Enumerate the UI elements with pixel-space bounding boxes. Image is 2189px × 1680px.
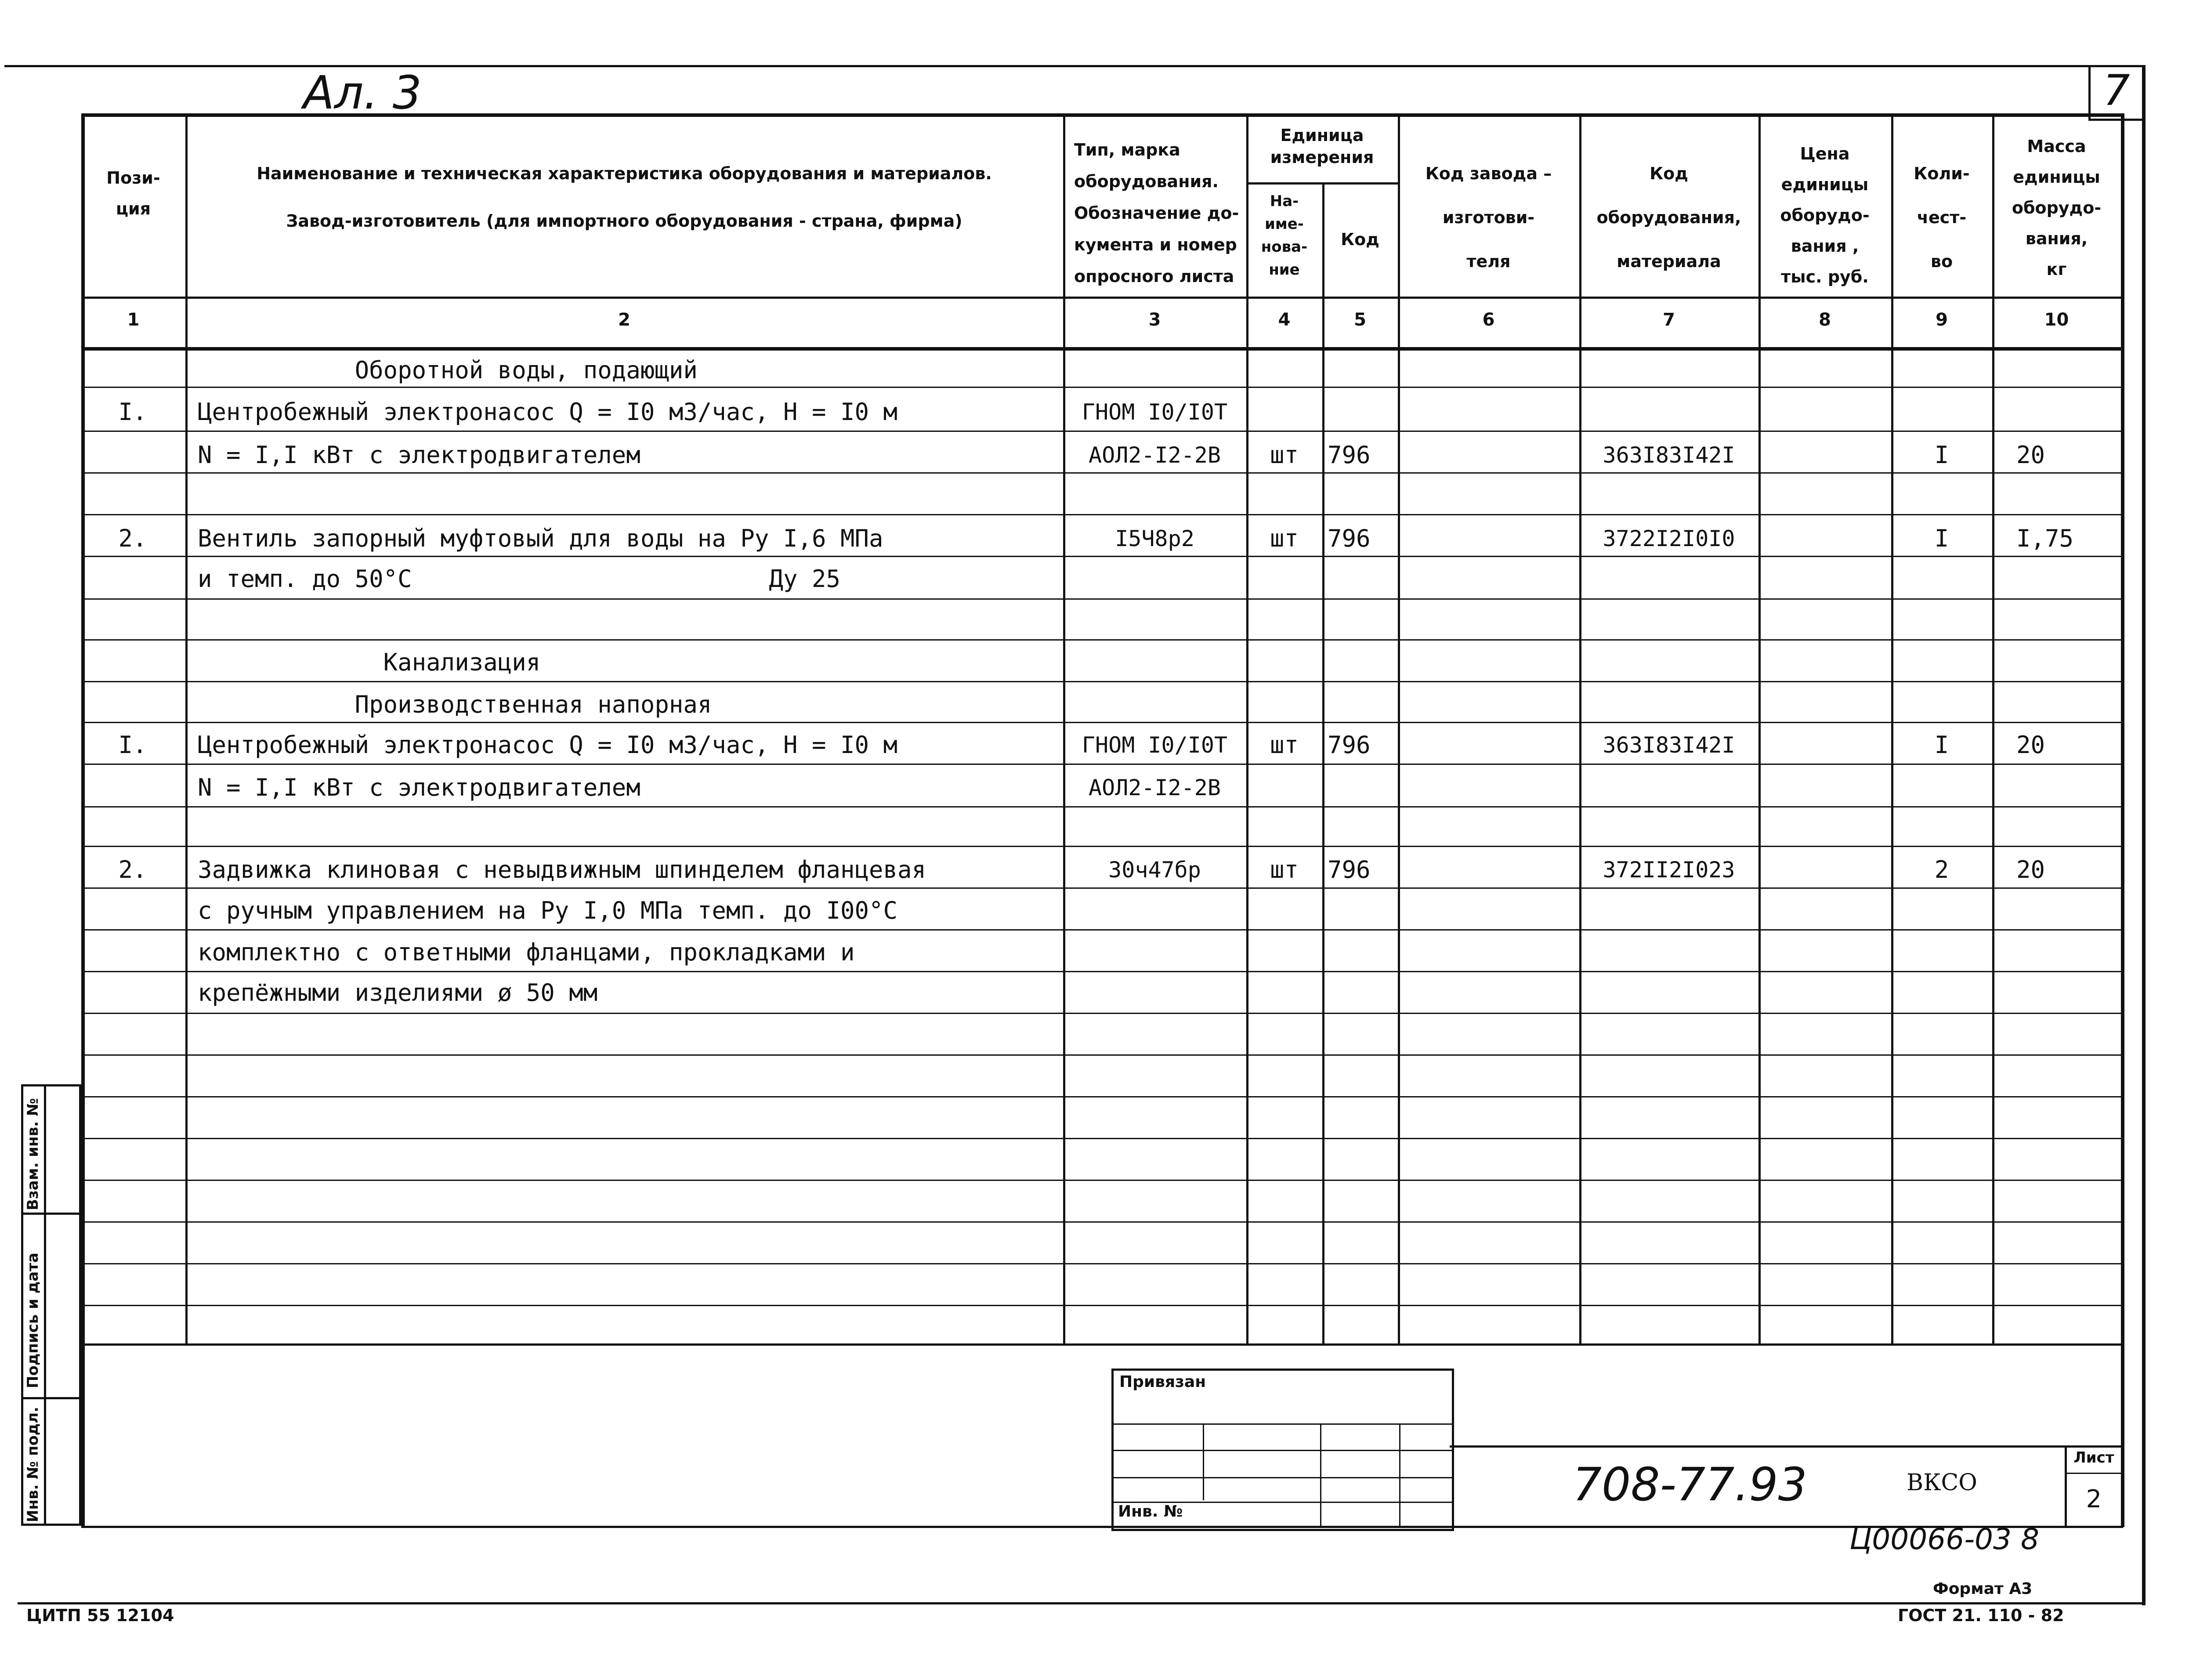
cell-pos: I. xyxy=(118,398,147,426)
cell-name: N = I,I кВт с электродвигателем xyxy=(198,774,640,801)
cell-mass: I,75 xyxy=(2016,525,2074,552)
cell-unit-code: 796 xyxy=(1328,525,1371,552)
colnum-6: 6 xyxy=(1482,310,1495,330)
colnum-9: 9 xyxy=(1936,310,1948,330)
footer-format: Формат А3 xyxy=(1933,1580,2033,1598)
cell-mass: 20 xyxy=(2016,731,2045,759)
handwritten-tag: Ал. 3 xyxy=(303,66,422,119)
cell-name: Оборотной воды, подающий xyxy=(198,356,698,384)
cell-mass: 20 xyxy=(2016,441,2045,469)
cell-code: 363I83I42I xyxy=(1603,732,1735,758)
header-unit-group: Единица измерения xyxy=(1270,126,1374,167)
colnum-2: 2 xyxy=(618,310,630,330)
cell-pos: 2. xyxy=(118,856,147,883)
colnum-7: 7 xyxy=(1663,310,1675,330)
colnum-5: 5 xyxy=(1354,310,1366,330)
cell-pos: I. xyxy=(118,731,147,759)
header-unit-name: На- име- нова- ние xyxy=(1261,192,1308,279)
cell-unit: шт xyxy=(1270,525,1299,552)
footer-gost: ГОСТ 21. 110 - 82 xyxy=(1898,1606,2064,1625)
colnum-8: 8 xyxy=(1819,310,1831,330)
cell-unit-code: 796 xyxy=(1328,731,1371,759)
cell-name: Вентиль запорный муфтовый для воды на Ру I,6 МПа xyxy=(198,525,883,552)
footer-left-code: ЦИТП 55 12104 xyxy=(26,1606,174,1625)
cell-name: Задвижка клиновая с невыдвижным шпинделем фланцевая xyxy=(198,856,926,883)
header-type: Тип, марка оборудования. Обозначение до- кумента и номер опросного листа xyxy=(1074,140,1239,286)
cell-type: ГНОМ I0/I0Т xyxy=(1082,399,1228,425)
colnum-3: 3 xyxy=(1148,310,1161,330)
side-inv-podl: Инв. № подл. xyxy=(24,1406,42,1522)
header-plant-code: Код завода – изготови- теля xyxy=(1425,164,1552,271)
header-name-line2: Завод-изготовитель (для импортного оборудования - страна, фирма) xyxy=(286,211,962,231)
inv-no-label: Инв. № xyxy=(1118,1503,1183,1521)
cell-name: N = I,I кВт с электродвигателем xyxy=(198,441,640,469)
cell-qty: 2 xyxy=(1934,856,1949,883)
cell-unit-code: 796 xyxy=(1328,856,1371,883)
sheet-label: Лист xyxy=(2073,1449,2114,1466)
cell-code: 372II2I023 xyxy=(1603,857,1735,883)
stamp-code: Ц00066-03 8 xyxy=(1849,1522,2039,1556)
cell-pos: 2. xyxy=(118,525,147,552)
cell-qty: I xyxy=(1934,525,1949,552)
header-unit-mass: Масса единицы оборудо- вания, кг xyxy=(2012,137,2102,279)
colnum-1: 1 xyxy=(127,310,140,330)
cell-code: 363I83I42I xyxy=(1603,442,1735,468)
cell-name: с ручным управлением на Ру I,0 МПа темп. до I00°С xyxy=(198,897,898,924)
cell-name: Канализация xyxy=(198,648,541,676)
cell-unit: шт xyxy=(1270,441,1299,469)
cell-code: 3722I2I0I0 xyxy=(1603,526,1735,551)
document-number: 708-77.93 xyxy=(1573,1458,1807,1511)
cell-unit-code: 796 xyxy=(1328,441,1371,469)
cell-unit: шт xyxy=(1270,731,1299,759)
sheet-value: 2 xyxy=(2086,1485,2102,1513)
cell-qty: I xyxy=(1934,731,1949,759)
cell-mass: 20 xyxy=(2016,856,2045,883)
cell-type: ГНОМ I0/I0Т xyxy=(1082,732,1228,758)
cell-type: АОЛ2-I2-2В xyxy=(1088,442,1221,468)
header-unit-price: Цена единицы оборудо- вания , тыс. руб. xyxy=(1780,144,1870,286)
cell-name: Производственная напорная xyxy=(198,691,712,718)
cell-type: АОЛ2-I2-2В xyxy=(1088,775,1221,800)
header-equipment-code: Код оборудования, материала xyxy=(1596,164,1741,271)
cell-qty: I xyxy=(1934,441,1949,469)
header-position: Пози- ция xyxy=(106,168,160,218)
side-vzam-inv: Взам. инв. № xyxy=(24,1098,42,1210)
cell-type: 30ч47бр xyxy=(1108,857,1201,883)
header-quantity: Коли- чест- во xyxy=(1914,164,1970,271)
colnum-10: 10 xyxy=(2044,310,2069,330)
cell-name: крепёжными изделиями ø 50 мм xyxy=(198,979,598,1007)
cell-type: I5Ч8р2 xyxy=(1115,526,1194,551)
header-unit-code: Код xyxy=(1341,230,1379,249)
cell-name: комплектно с ответными фланцами, прокладками и xyxy=(198,938,855,966)
cell-name: Центробежный электронасос Q = I0 м3/час, Н = I0 м xyxy=(198,731,898,759)
cell-name: и темп. до 50°С Ду 25 xyxy=(198,565,840,593)
side-podpis-data: Подпись и дата xyxy=(24,1253,42,1388)
colnum-4: 4 xyxy=(1278,310,1291,330)
organization: ВКСО xyxy=(1907,1470,1977,1496)
privyazan-label: Привязан xyxy=(1119,1373,1206,1391)
cell-unit: шт xyxy=(1270,856,1299,883)
corner-sheet-number: 7 xyxy=(2103,66,2130,115)
cell-name: Центробежный электронасос Q = I0 м3/час, Н = I0 м xyxy=(198,398,898,426)
header-name-line1: Наименование и техническая характеристика оборудования и материалов. xyxy=(257,164,992,183)
